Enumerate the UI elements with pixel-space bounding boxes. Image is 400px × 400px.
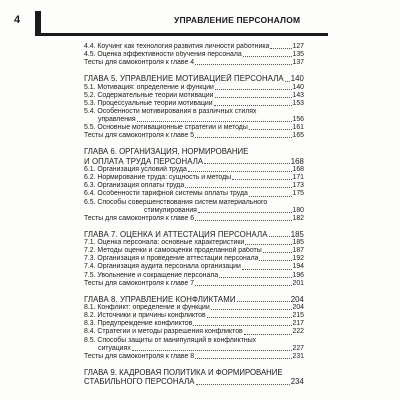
toc-entry: 8.3. Предупреждение конфликтов 217 xyxy=(84,320,304,328)
toc-entry: Тесты для самоконтроля к главе 7 201 xyxy=(84,279,304,287)
chapter-6 xyxy=(84,147,304,222)
toc-entry: Тесты для самоконтроля к главе 5 165 xyxy=(84,132,304,140)
toc-entry-continuation: управления 156 xyxy=(98,116,304,124)
chapter-4-tail xyxy=(84,43,304,67)
chapter-title: ГЛАВА 8. УПРАВЛЕНИЕ КОНФЛИКТАМИ 204 xyxy=(84,294,304,304)
page-number: 4 xyxy=(14,14,21,26)
header-horizontal-rule xyxy=(35,33,328,36)
chapter-7 xyxy=(84,230,304,288)
chapter-8 xyxy=(84,295,304,361)
toc-entry: 6.2. Нормирование труда: сущность и методы 171 xyxy=(84,174,304,182)
toc-entry: 6.1. Организация условий труда 168 xyxy=(84,166,304,174)
toc-entry-first-line: 8.5. Способы защиты от манипуляций в конфликтных xyxy=(84,336,257,344)
toc-entry: 5.5. Основные мотивационные стратегии и методы 161 xyxy=(84,124,304,132)
chapter-title: ГЛАВА 5. УПРАВЛЕНИЕ МОТИВАЦИЕЙ ПЕРСОНАЛА 140 xyxy=(84,74,304,84)
toc-entry: Тесты для самоконтроля к главе 8 231 xyxy=(84,352,304,360)
header-vertical-rule xyxy=(35,11,41,33)
running-title: УПРАВЛЕНИЕ ПЕРСОНАЛОМ xyxy=(174,15,301,25)
page-header xyxy=(14,11,328,37)
toc-entry-first-line: 6.5. Способы совершенствования систем материального xyxy=(84,198,268,206)
toc-entry: 8.2. Источники и причины конфликтов 215 xyxy=(84,312,304,320)
toc-entry-continuation: ситуациях 227 xyxy=(98,344,304,352)
toc-entry: 4.5. Оценка эффективности обучения персонала 135 xyxy=(84,51,304,59)
toc-entry: Тесты для самоконтроля к главе 6 182 xyxy=(84,214,304,222)
chapter-9 xyxy=(84,368,304,387)
toc-entry: 6.3. Организация оплаты труда 173 xyxy=(84,182,304,190)
toc-entry: 8.1. Конфликт: определение и функции 204 xyxy=(84,304,304,312)
toc-entry: 5.2. Содержательные теории мотивации 143 xyxy=(84,91,304,99)
chapter-title-line-2: И ОПЛАТА ТРУДА ПЕРСОНАЛА 168 xyxy=(84,156,304,166)
toc-entry: 7.4. Организация аудита персонала организации 194 xyxy=(84,263,304,271)
toc-entry: 6.4. Особенности тарифной системы оплаты труда 175 xyxy=(84,190,304,198)
chapter-title-line-1: ГЛАВА 9. КАДРОВАЯ ПОЛИТИКА И ФОРМИРОВАНИЕ xyxy=(84,367,283,377)
toc-entry: 5.3. Процессуальные теории мотивации 153 xyxy=(84,99,304,107)
toc-entry: Тесты для самоконтроля к главе 4 137 xyxy=(84,59,304,67)
toc-entry-first-line: 5.4. Особенности мотивирования в различных стилях xyxy=(84,107,257,115)
toc-entry: 7.1. Оценка персонала: основные характеристики 185 xyxy=(84,239,304,247)
chapter-title: ГЛАВА 7. ОЦЕНКА И АТТЕСТАЦИЯ ПЕРСОНАЛА 185 xyxy=(84,229,304,239)
chapter-5 xyxy=(84,74,304,140)
toc-entry: 7.5. Увольнение и сокращение персонала 196 xyxy=(84,271,304,279)
chapter-title-line-1: ГЛАВА 6. ОРГАНИЗАЦИЯ, НОРМИРОВАНИЕ xyxy=(84,147,249,157)
toc-entry: 8.4. Стратегии и методы разрешения конфликтов 222 xyxy=(84,328,304,336)
chapter-title-line-2: СТАБИЛЬНОГО ПЕРСОНАЛА 234 xyxy=(84,377,304,387)
toc-entry: 4.4. Коучинг как технология развития личности работника 127 xyxy=(84,43,304,50)
table-of-contents xyxy=(84,43,304,387)
toc-entry-continuation: стимулирования 180 xyxy=(144,206,304,214)
toc-entry: 7.3. Организация и проведение аттестации персонала 192 xyxy=(84,255,304,263)
toc-entry: 5.1. Мотивация: определение и функции 140 xyxy=(84,83,304,91)
toc-entry: 7.2. Методы оценки и самооценки проделанной работы 187 xyxy=(84,247,304,255)
